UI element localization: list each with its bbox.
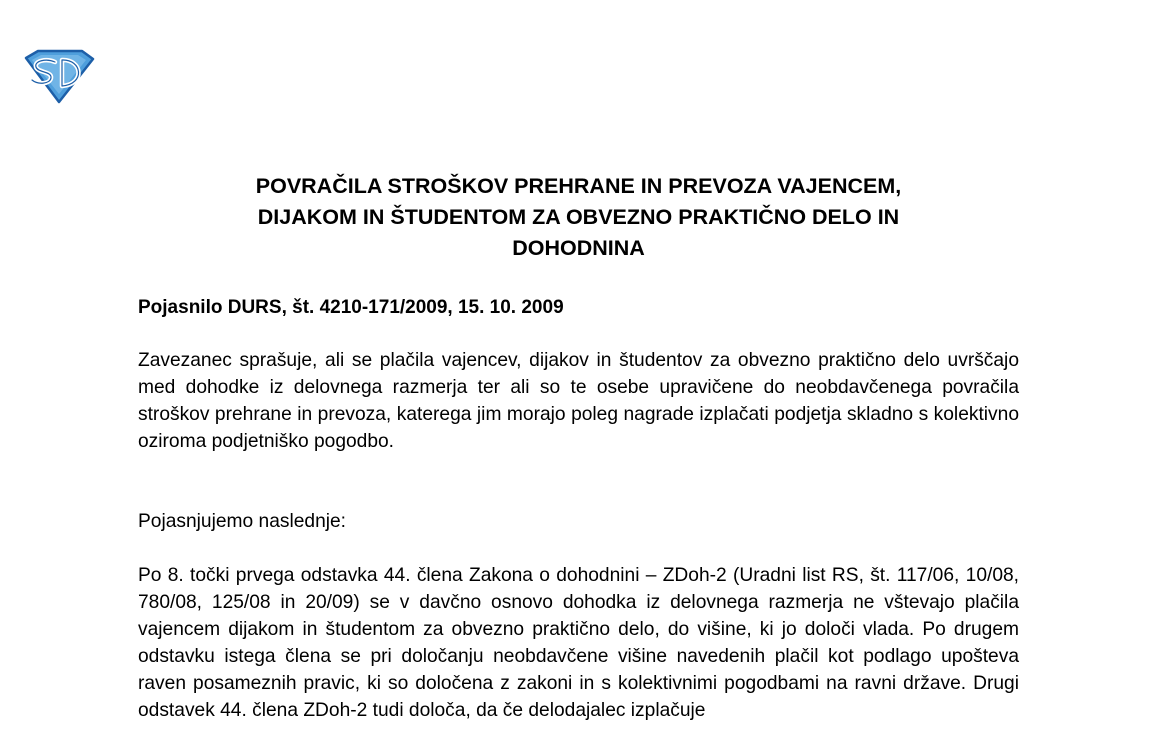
paragraph-intro: Pojasnjujemo naslednje: <box>138 511 346 532</box>
document-title <box>138 171 1019 264</box>
title-line-3: DOHODNINA <box>512 236 645 260</box>
sd-logo-icon <box>22 49 96 104</box>
paragraph-explanation: Po 8. točki prvega odstavka 44. člena Zakona o dohodnini – ZDoh-2 (Uradni list RS, št. 117/06, 10/08, 780/08, 125/08 in 20/09) se v davčno osnovo dohodka iz delovnega razmerja ne vštevajo plačila vajencem dijakom in študentom za obvezno praktično delo, do višine, ki jo določi vlada. Po drugem odstavku istega člena se pri določanju neobdavčene višine navedenih plačil kot podlago upošteva raven posameznih pravic, ki so določena z zakoni in s kolektivnimi pogodbami na ravni države. Drugi odstavek 44. člena ZDoh-2 tudi določa, da če delodajalec izplačuje <box>138 565 1019 721</box>
logo-shield-svg <box>22 49 96 104</box>
paragraph-question: Zavezanec sprašuje, ali se plačila vajencev, dijakov in študentov za obvezno praktično delo uvrščajo med dohodke iz delovnega razmerja ter ali so te osebe upravičene do neobdavčenega povračila stroškov prehrane in prevoza, katerega jim morajo poleg nagrade izplačati podjetja skladno s kolektivno oziroma podjetniško pogodbo. <box>138 350 1019 452</box>
title-line-2: DIJAKOM IN ŠTUDENTOM ZA OBVEZNO PRAKTIČNO DELO IN <box>257 205 900 229</box>
document-subtitle: Pojasnilo DURS, št. 4210-171/2009, 15. 10. 2009 <box>138 297 564 318</box>
title-line-1: POVRAČILA STROŠKOV PREHRANE IN PREVOZA VAJENCEM, <box>255 174 902 198</box>
